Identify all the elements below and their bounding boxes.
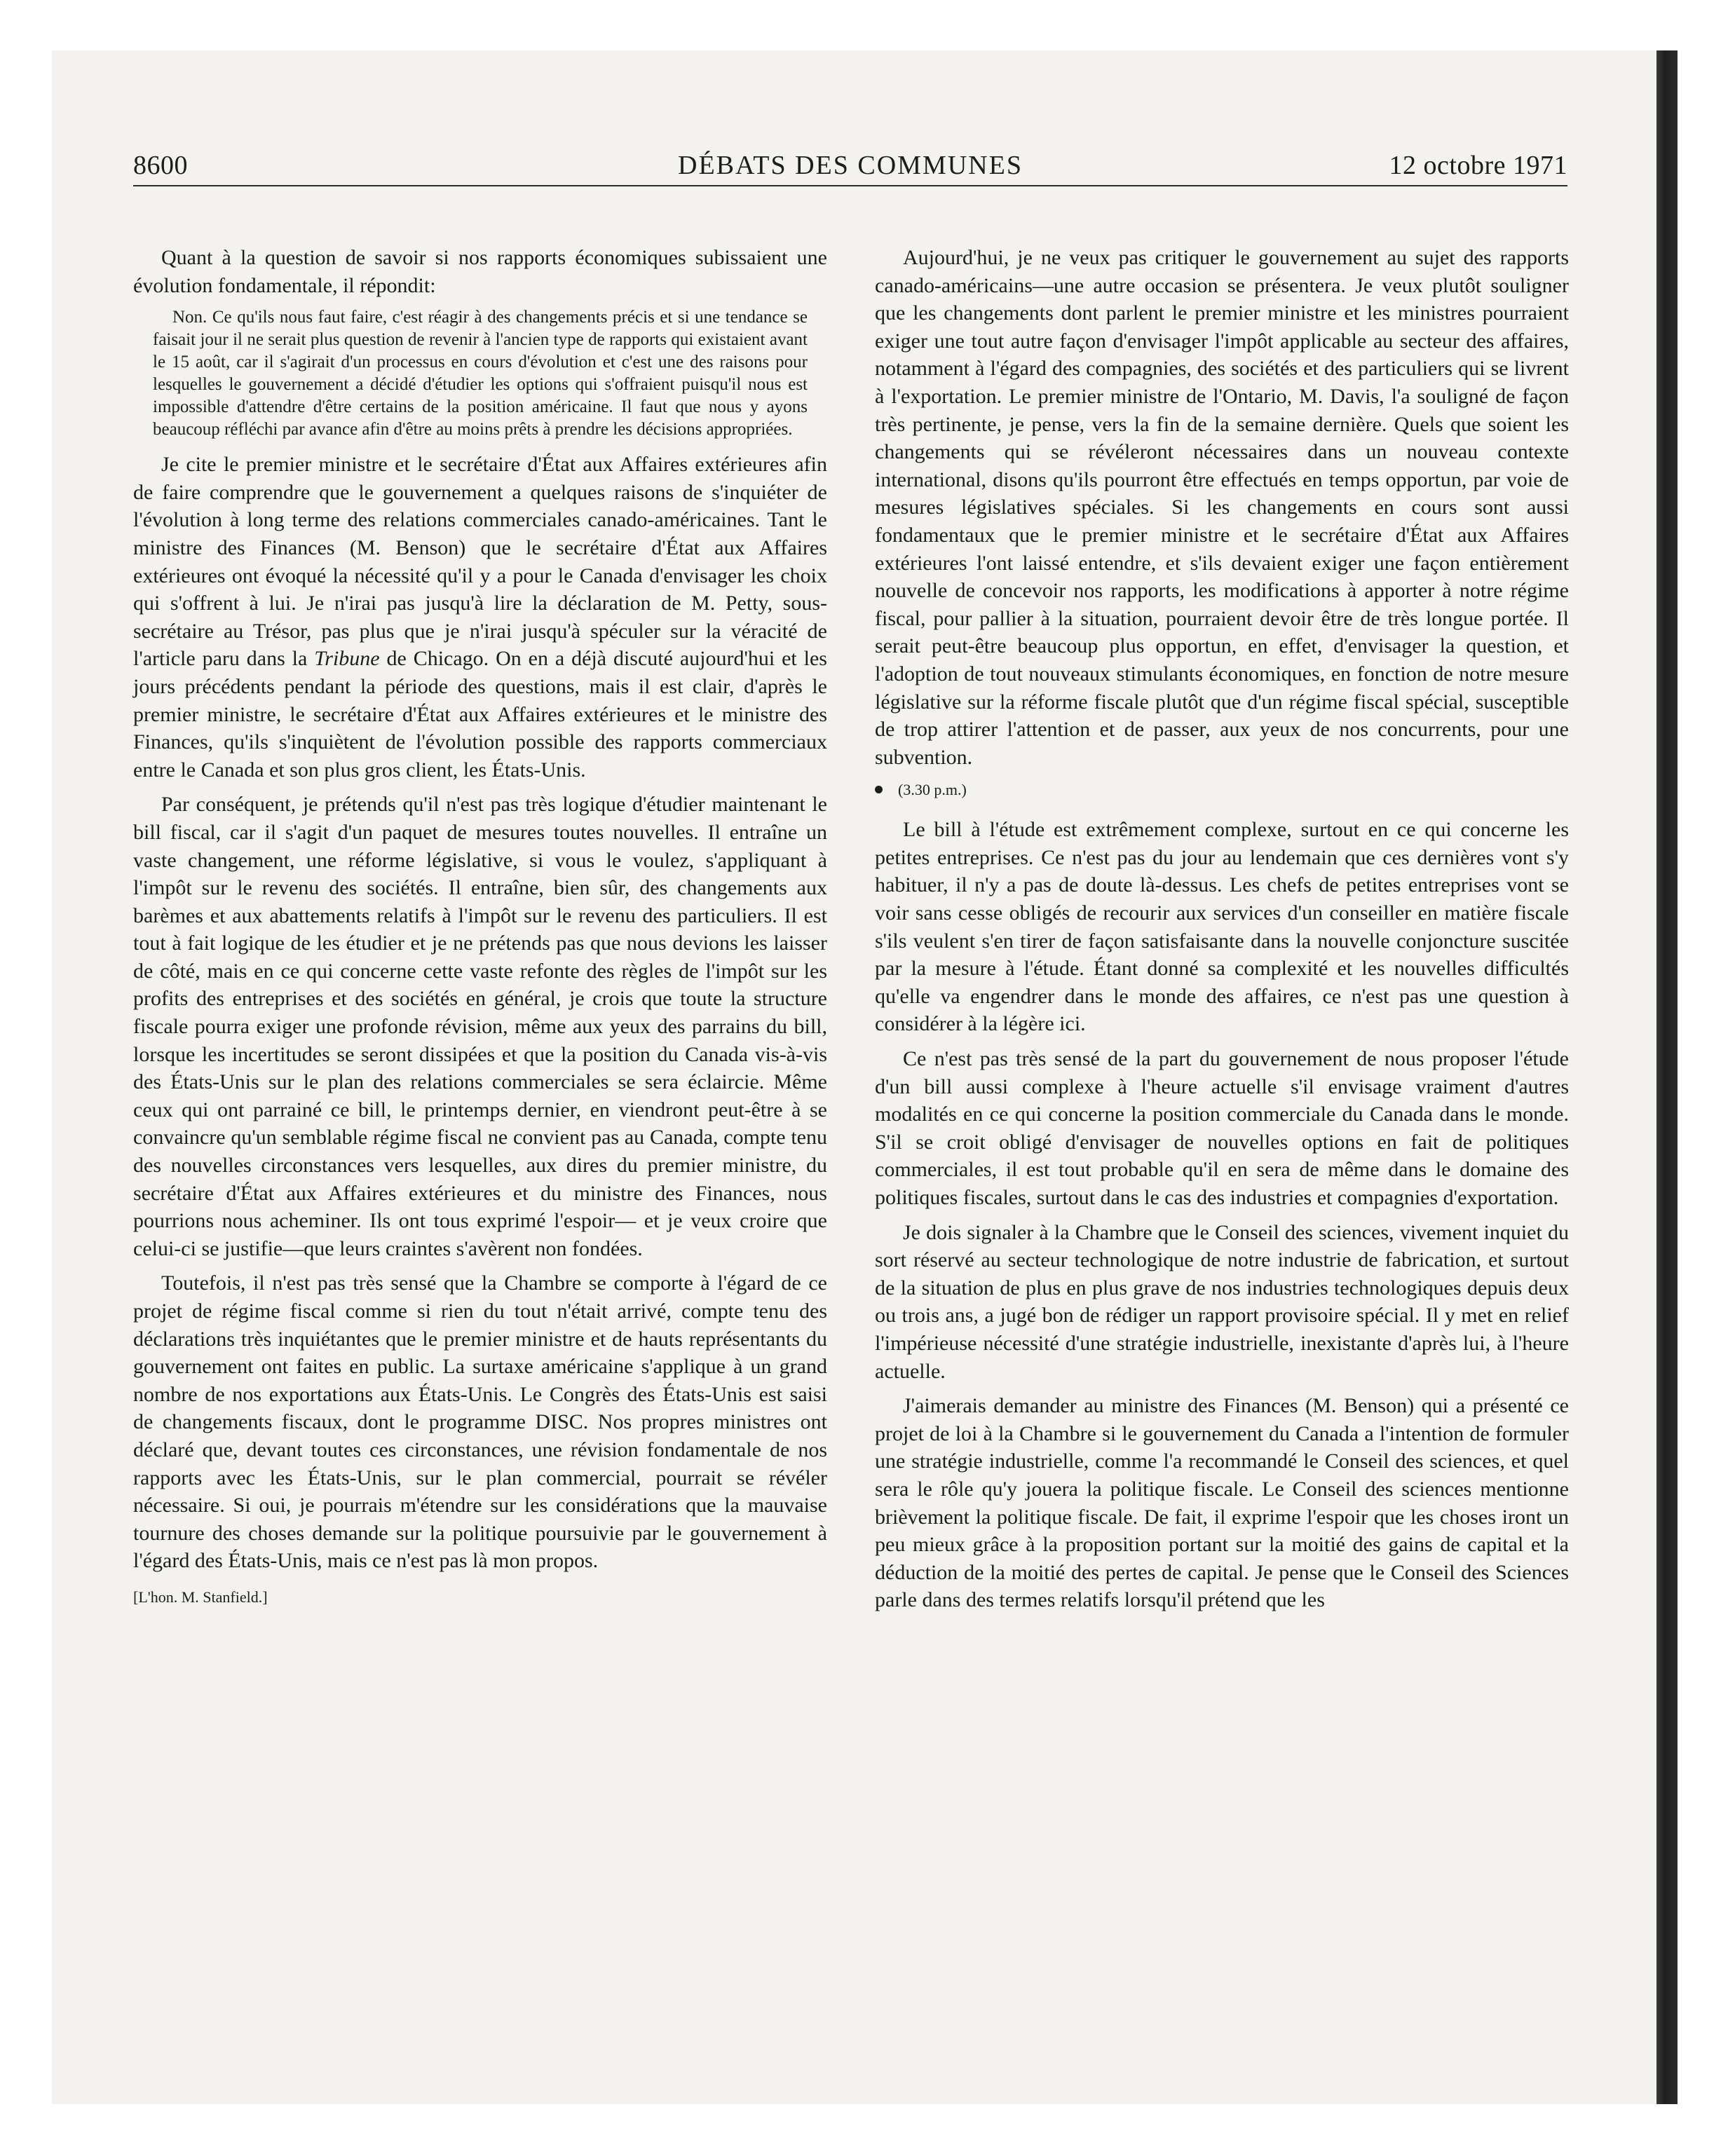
- paragraph: Toutefois, il n'est pas très sensé que la Chambre se comporte à l'égard de ce projet de régime fiscal comme si rien du tout n'était arrivé, compte tenu des déclarations très inquiétantes que le premier ministre et de hauts représentants du gouvernement ont faites en public. La surtaxe américaine s'applique à un grand nombre de nos exportations aux États-Unis. Le Congrès des États-Unis est saisi de changements fiscaux, dont le programme DISC. Nos propres ministres ont déclaré que, devant toutes ces circonstances, une révision fondamentale de nos rapports avec les États-Unis, sur le plan commercial, pourrait se révéler nécessaire. Si oui, je pourrais m'étendre sur les considérations que la mauvaise tournure des choses demande sur la politique poursuivie par le gouvernement à l'égard des États-Unis, mais ce n'est pas là mon propos.: [133, 1271, 827, 1573]
- scan-edge-shadow: [1656, 50, 1678, 2104]
- time-marker-text: (3.30 p.m.): [898, 781, 967, 799]
- intro-paragraph: Quant à la question de savoir si nos rapports économiques subissaient une évolution fondamentale, il répondit:: [133, 246, 827, 297]
- right-column: [875, 244, 1569, 1621]
- paragraph-text: Je cite le premier ministre et le secrétaire d'État aux Affaires extérieures afin de faire comprendre que le gouvernement a quelques raisons de s'inquiéter de l'évolution à long terme des relations commerciales canado-américaines. Tant le ministre des Finances (M. Benson) que le secrétaire d'État aux Affaires extérieures ont évoqué la nécessité qu'il y a pour le Canada d'envisager les choix qui s'offrent à lui. Je n'irai pas jusqu'à lire la déclaration de M. Petty, sous-secrétaire au Trésor, pas plus que je n'irai jusqu'à spéculer sur la véracité de l'article paru dans la: [133, 453, 827, 671]
- paragraph: Je dois signaler à la Chambre que le Conseil des sciences, vivement inquiet du sort réservé au secteur technologique de notre industrie de fabrication, et surtout de la situation de plus en plus grave de nos industries technologiques depuis deux ou trois ans, a jugé bon de rédiger un rapport provisoire spécial. Il y met en relief l'impérieuse nécessité d'une stratégie industrielle, inexistante d'après lui, à l'heure actuelle.: [875, 1220, 1569, 1383]
- time-marker: [875, 779, 1569, 800]
- issue-date: 12 octobre 1971: [1389, 151, 1567, 180]
- page-header: [133, 150, 1567, 186]
- paragraph: Ce n'est pas très sensé de la part du gouvernement de nous proposer l'étude d'un bill aussi complexe à l'heure actuelle s'il envisage vraiment d'autres modalités en ce qui concerne la position commerciale du Canada dans le monde. S'il se croit obligé d'envisager de nouvelles options en fait de politiques commerciales, il est tout probable qu'il en sera de même dans le domaine des politiques fiscales, surtout dans le cas des industries et compagnies d'exportation.: [875, 1047, 1569, 1209]
- bullet-icon: [875, 786, 883, 793]
- paragraph: Par conséquent, je prétends qu'il n'est pas très logique d'étudier maintenant le bill fiscal, car il s'agit d'un paquet de mesures toutes nouvelles. Il entraîne un vaste changement, une réforme législative, si vous le voulez, s'appliquant à l'impôt sur le revenu des sociétés. Il entraîne, bien sûr, des changements aux barèmes et aux abattements relatifs à l'impôt sur le revenu des particuliers. Il est tout à fait logique de les étudier et je ne prétends pas que nous devions les laisser de côté, mais en ce qui concerne cette vaste refonte des règles de l'impôt sur les profits des entreprises et des sociétés en général, je crois que toute la structure fiscale pourra exiger une profonde révision, même aux yeux des parrains du bill, lorsque les incertitudes se seront dissipées et que la position du Canada vis-à-vis des États-Unis sur le plan des relations commerciales se sera éclaircie. Même ceux qui ont parrainé ce bill, le printemps dernier, en viendront peut-être à se convaincre qu'un semblable régime fiscal ne convient pas au Canada, compte tenu des nouvelles circonstances vers lesquelles, aux dires du premier ministre, du secrétaire d'État aux Affaires extérieures et du ministre des Finances, nous pourrions nous acheminer. Ils ont tous exprimé l'espoir— et je veux croire que celui-ci se justifie—que leurs craintes s'avèrent non fondées.: [133, 793, 827, 1260]
- paragraph: J'aimerais demander au ministre des Finances (M. Benson) qui a présenté ce projet de loi à la Chambre si le gouvernement du Canada a l'intention de formuler une stratégie industrielle, comme l'a recommandé le Conseil des sciences, et quel sera le rôle qu'y jouera la politique fiscale. Le Conseil des sciences mentionne brièvement la politique fiscale. De fait, il exprime l'espoir que les choses iront un peu mieux grâce à la proposition portant sur la moitié des gains de capital et la déduction de la moitié des pertes de capital. Je pense que le Conseil des Sciences parle dans des termes relatifs lorsqu'il prétend que les: [875, 1394, 1569, 1612]
- paragraph: Le bill à l'étude est extrêmement complexe, surtout en ce qui concerne les petites entreprises. Ce n'est pas du jour au lendemain que ces dernières vont s'y habituer, il n'y a pas de doute là-dessus. Les chefs de petites entreprises vont se voir sans cesse obligés de recourir aux services d'un conseiller en matière fiscale s'ils veulent s'en tirer de façon satisfaisante dans la nouvelle conjoncture suscitée par la mesure à l'étude. Étant donné sa complexité et les nouvelles difficultés qu'elle va engendrer dans le monde des affaires, ce n'est pas une question à considérer à la légère ici.: [875, 818, 1569, 1036]
- speaker-attribution: [L'hon. M. Stanfield.]: [133, 1588, 268, 1606]
- left-column: [133, 244, 827, 1618]
- paragraph: [133, 451, 827, 784]
- journal-title: DÉBATS DES COMMUNES: [678, 151, 1023, 180]
- page-number: 8600: [133, 151, 188, 180]
- newspaper-title: Tribune: [314, 647, 380, 671]
- paragraph: Aujourd'hui, je ne veux pas critiquer le gouvernement au sujet des rapports canado-américains—une autre occasion se présentera. Je veux plutôt souligner que les changements dont parlent le premier ministre et les ministres pourraient exiger une tout autre façon d'envisager l'impôt applicable au secteur des affaires, notamment à l'égard des compagnies, des sociétés et des particuliers qui se livrent à l'exportation. Le premier ministre de l'Ontario, M. Davis, l'a souligné de façon très pertinente, je pense, vers la fin de la semaine dernière. Quels que soient les changements qui se révéleront nécessaires dans un nouveau contexte international, disons qu'ils pourront être effectués en temps opportun, par voie de mesures législatives spéciales. Si les changements en cours sont aussi fondamentaux que le premier ministre et le secrétaire d'État aux Affaires extérieures l'ont laissé entendre, et s'ils devaient exiger une façon entièrement nouvelle de concevoir nos rapports, les modifications à apporter à notre régime fiscal, pour pallier à la situation, pourraient devoir être de très longue portée. Il serait peut-être beaucoup plus opportun, en effet, d'envisager la question, et l'adoption de tout nouveaux stimulants économiques, en fonction de notre mesure législative sur la réforme fiscale plutôt que d'un régime fiscal spécial, susceptible de trop attirer l'attention et de passer, aux yeux de nos concurrents, pour une subvention.: [875, 246, 1569, 769]
- paragraph-text: de Chicago. On en a déjà discuté aujourd'hui et les jours précédents pendant la période des questions, mais il est clair, d'après le premier ministre, le secrétaire d'État aux Affaires extérieures et le ministre des Finances, qu'ils s'inquiètent de l'évolution possible des rapports commerciaux entre le Canada et son plus gros client, les États-Unis.: [133, 647, 827, 782]
- block-quote: Non. Ce qu'ils nous faut faire, c'est réagir à des changements précis et si une tendance se faisait jour il ne serait plus question de revenir à l'ancien type de rapports qui existaient avant le 15 août, car il s'agirait d'un processus en cours d'évolution et c'est une des raisons pour lesquelles le gouvernement a décidé d'étudier les options qui s'offraient puisqu'il nous est impossible d'attendre d'être certains de la position américaine. Il faut que nous y ayons beaucoup réfléchi par avance afin d'être au moins prêts à prendre les décisions appropriées.: [153, 308, 808, 439]
